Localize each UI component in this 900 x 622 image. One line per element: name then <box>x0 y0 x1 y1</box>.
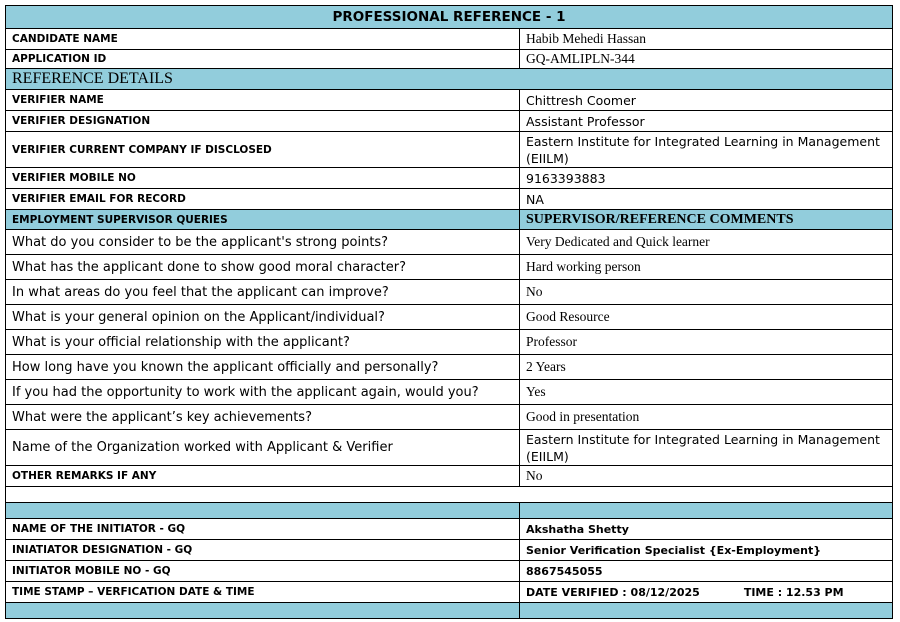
query-answer: Professor <box>520 330 893 355</box>
time-verified: TIME : 12.53 PM <box>743 585 844 599</box>
other-remarks-label: OTHER REMARKS IF ANY <box>6 466 520 487</box>
reference-details-heading: REFERENCE DETAILS <box>6 69 893 90</box>
verifier-value: Assistant Professor <box>520 111 893 132</box>
query-question: What is your official relationship with the applicant? <box>6 330 520 355</box>
initiator-label: INIATIATOR DESIGNATION - GQ <box>6 540 520 561</box>
initiator-value: 8867545055 <box>520 561 893 582</box>
initiator-label: NAME OF THE INITIATOR - GQ <box>6 519 520 540</box>
initiator-value: Senior Verification Specialist {Ex-Employment} <box>520 540 893 561</box>
reference-form <box>5 5 893 619</box>
divider-row <box>520 503 893 519</box>
candidate-name-value: Habib Mehedi Hassan <box>520 29 893 50</box>
query-answer: Eastern Institute for Integrated Learning in Management (EIILM) <box>520 430 893 466</box>
divider-row <box>6 503 520 519</box>
verifier-label: VERIFIER DESIGNATION <box>6 111 520 132</box>
timestamp-label: TIME STAMP – VERFICATION DATE & TIME <box>6 582 520 603</box>
verifier-label: VERIFIER NAME <box>6 90 520 111</box>
query-question: What has the applicant done to show good moral character? <box>6 255 520 280</box>
date-verified: DATE VERIFIED : 08/12/2025 <box>526 585 700 599</box>
initiator-label: INITIATOR MOBILE NO - GQ <box>6 561 520 582</box>
query-question: What do you consider to be the applicant's strong points? <box>6 230 520 255</box>
verifier-value: Chittresh Coomer <box>520 90 893 111</box>
query-answer: Yes <box>520 380 893 405</box>
queries-header: EMPLOYMENT SUPERVISOR QUERIES <box>6 210 520 230</box>
query-answer: Good Resource <box>520 305 893 330</box>
application-id-value: GQ-AMLIPLN-344 <box>520 50 893 69</box>
query-answer: Hard working person <box>520 255 893 280</box>
query-question: What were the applicant’s key achievements? <box>6 405 520 430</box>
verifier-label: VERIFIER CURRENT COMPANY IF DISCLOSED <box>6 132 520 168</box>
verifier-value: 9163393883 <box>520 168 893 189</box>
query-question: What is your general opinion on the Applicant/individual? <box>6 305 520 330</box>
query-question: How long have you known the applicant officially and personally? <box>6 355 520 380</box>
initiator-value: Akshatha Shetty <box>520 519 893 540</box>
verifier-value: Eastern Institute for Integrated Learning in Management (EIILM) <box>520 132 893 168</box>
query-answer: Good in presentation <box>520 405 893 430</box>
verifier-label: VERIFIER MOBILE NO <box>6 168 520 189</box>
timestamp-value <box>520 582 893 603</box>
query-question: If you had the opportunity to work with the applicant again, would you? <box>6 380 520 405</box>
query-question: In what areas do you feel that the applicant can improve? <box>6 280 520 305</box>
spacer-row <box>6 487 893 503</box>
verifier-value: NA <box>520 189 893 210</box>
form-title: PROFESSIONAL REFERENCE - 1 <box>6 6 893 29</box>
query-answer: Very Dedicated and Quick learner <box>520 230 893 255</box>
query-answer: 2 Years <box>520 355 893 380</box>
verifier-label: VERIFIER EMAIL FOR RECORD <box>6 189 520 210</box>
other-remarks-value: No <box>520 466 893 487</box>
query-question: Name of the Organization worked with Applicant & Verifier <box>6 430 520 466</box>
candidate-name-label: CANDIDATE NAME <box>6 29 520 50</box>
footer-row <box>520 603 893 619</box>
query-answer: No <box>520 280 893 305</box>
application-id-label: APPLICATION ID <box>6 50 520 69</box>
comments-header: SUPERVISOR/REFERENCE COMMENTS <box>520 210 893 230</box>
footer-row <box>6 603 520 619</box>
